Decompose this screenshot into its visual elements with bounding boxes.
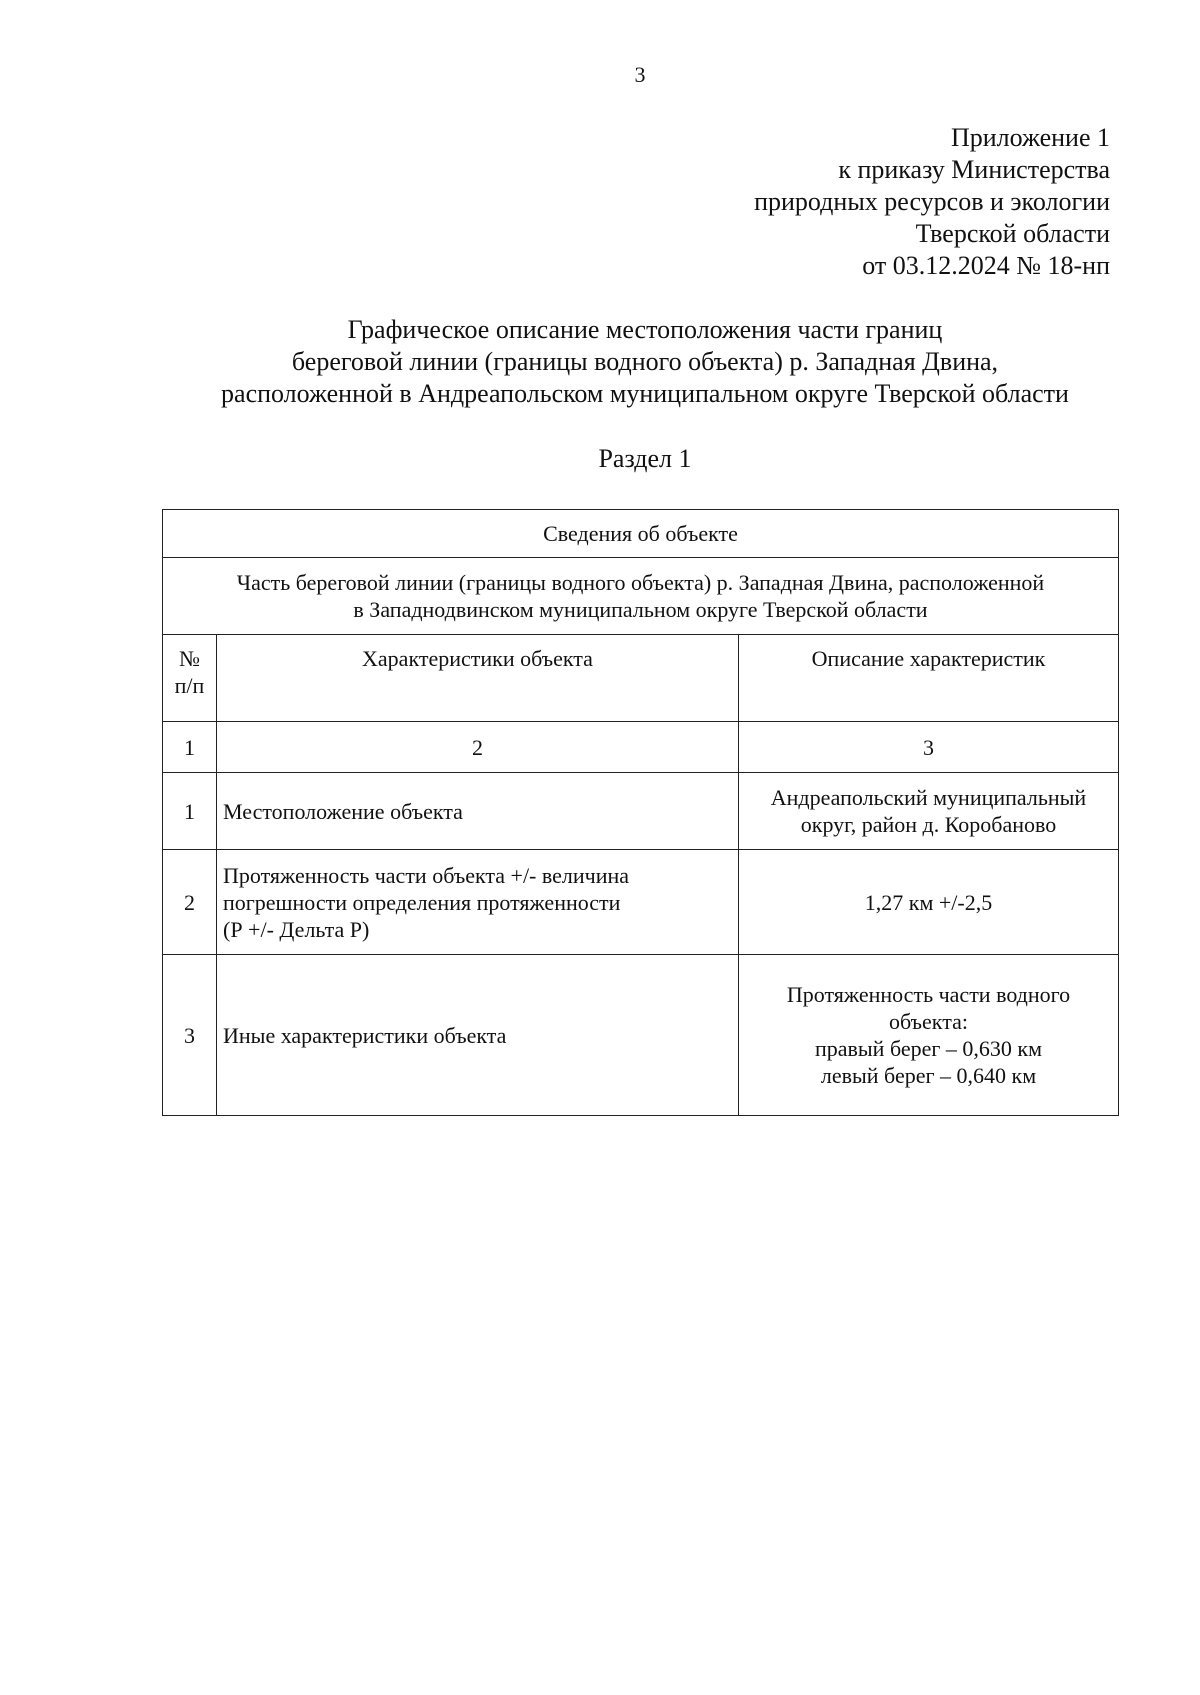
column-header-description: Описание характеристик <box>739 635 1119 722</box>
column-header-num: № п/п <box>163 635 217 722</box>
section-title: Раздел 1 <box>598 444 692 473</box>
subheader-line: Часть береговой линии (границы водного объекта) р. Западная Двина, расположенной <box>236 570 1045 595</box>
column-headers-row <box>163 635 1119 722</box>
row-characteristic: Местоположение объекта <box>217 773 739 850</box>
appendix-line: природных ресурсов и экологии <box>754 187 1110 216</box>
description-line: округ, район д. Коробаново <box>800 812 1057 837</box>
column-number: 3 <box>739 722 1119 773</box>
row-number: 1 <box>163 773 217 850</box>
table-subheader <box>163 558 1119 635</box>
row-number: 3 <box>163 955 217 1116</box>
characteristic-line: Протяженность части объекта +/- величина <box>223 862 630 888</box>
description-line: Протяженность части водного <box>786 982 1071 1007</box>
appendix-block <box>754 122 1110 282</box>
appendix-line: к приказу Министерства <box>838 155 1110 184</box>
column-number: 2 <box>217 722 739 773</box>
table-subheader-row <box>163 558 1119 635</box>
appendix-line: от 03.12.2024 № 18-нп <box>862 251 1110 280</box>
subheader-line: в Западнодвинском муниципальном округе Тверской области <box>353 597 928 622</box>
table-row <box>163 773 1119 850</box>
table-header-row <box>163 510 1119 558</box>
row-description: 1,27 км +/-2,5 <box>739 850 1119 955</box>
row-characteristic: Иные характеристики объекта <box>217 955 739 1116</box>
row-number: 2 <box>163 850 217 955</box>
table-row <box>163 955 1119 1116</box>
row-description <box>739 955 1119 1116</box>
description-line: левый берег – 0,640 км <box>820 1063 1037 1088</box>
column-number: 1 <box>163 722 217 773</box>
object-info-table <box>162 509 1119 1116</box>
table-header: Сведения об объекте <box>163 510 1119 558</box>
table-row <box>163 850 1119 955</box>
row-characteristic <box>217 850 739 955</box>
title-line: расположенной в Андреапольском муниципальном округе Тверской области <box>221 379 1069 408</box>
column-numbers-row <box>163 722 1119 773</box>
column-header-characteristic: Характеристики объекта <box>217 635 739 722</box>
appendix-line: Тверской области <box>915 219 1110 248</box>
description-line: Андреапольский муниципальный <box>770 785 1087 810</box>
description-line: объекта: <box>889 1009 968 1034</box>
characteristic-line: (Р +/- Дельта Р) <box>223 916 370 942</box>
title-line: береговой линии (границы водного объекта) р. Западная Двина, <box>291 347 999 376</box>
description-line: правый берег – 0,630 км <box>814 1036 1043 1061</box>
page-number: 3 <box>634 62 646 87</box>
appendix-line: Приложение 1 <box>950 123 1110 152</box>
title-line: Графическое описание местоположения части границ <box>347 315 943 344</box>
characteristic-line: погрешности определения протяженности <box>223 889 621 915</box>
document-title <box>160 314 1130 410</box>
row-description <box>739 773 1119 850</box>
